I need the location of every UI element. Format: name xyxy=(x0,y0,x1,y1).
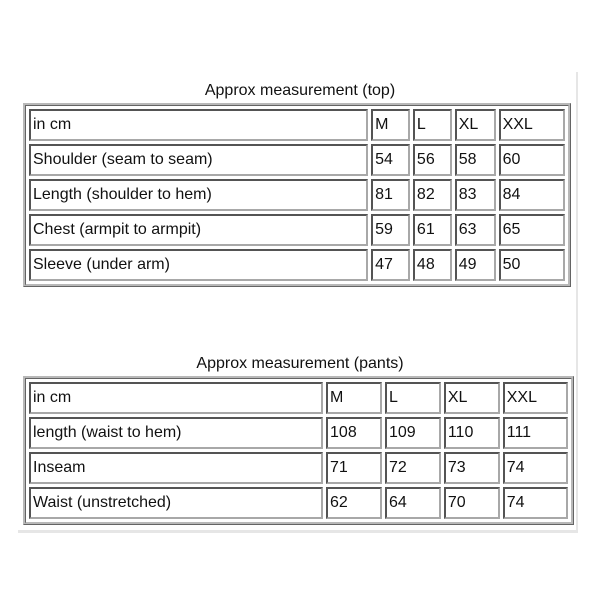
value-cell: 81 xyxy=(371,179,410,211)
header-cell: M xyxy=(371,109,410,141)
top-measurement-table xyxy=(23,103,571,287)
measurement-label: Waist (unstretched) xyxy=(29,487,323,519)
value-cell: 74 xyxy=(503,487,568,519)
value-cell: 65 xyxy=(499,214,565,246)
value-cell: 50 xyxy=(499,249,565,281)
measurement-label: Inseam xyxy=(29,452,323,484)
measurement-label: Length (shoulder to hem) xyxy=(29,179,368,211)
table-row xyxy=(29,144,565,176)
header-cell: XXL xyxy=(499,109,565,141)
value-cell: 58 xyxy=(455,144,496,176)
table-row xyxy=(29,417,568,449)
header-cell: in cm xyxy=(29,382,323,414)
table-row xyxy=(29,179,565,211)
measurement-label: Sleeve (under arm) xyxy=(29,249,368,281)
value-cell: 73 xyxy=(444,452,500,484)
measurement-label: Chest (armpit to armpit) xyxy=(29,214,368,246)
value-cell: 60 xyxy=(499,144,565,176)
value-cell: 48 xyxy=(413,249,452,281)
header-cell: XL xyxy=(444,382,500,414)
header-cell: M xyxy=(326,382,382,414)
header-cell: L xyxy=(413,109,452,141)
header-cell: XL xyxy=(455,109,496,141)
value-cell: 49 xyxy=(455,249,496,281)
table-row xyxy=(29,249,565,281)
value-cell: 47 xyxy=(371,249,410,281)
value-cell: 74 xyxy=(503,452,568,484)
value-cell: 108 xyxy=(326,417,382,449)
value-cell: 70 xyxy=(444,487,500,519)
measurement-label: length (waist to hem) xyxy=(29,417,323,449)
measurement-label: Shoulder (seam to seam) xyxy=(29,144,368,176)
value-cell: 59 xyxy=(371,214,410,246)
table-row xyxy=(29,487,568,519)
table-header-row xyxy=(29,382,568,414)
value-cell: 62 xyxy=(326,487,382,519)
value-cell: 111 xyxy=(503,417,568,449)
pants-measurement-table xyxy=(23,376,574,525)
header-cell: L xyxy=(385,382,441,414)
value-cell: 83 xyxy=(455,179,496,211)
table-row xyxy=(29,452,568,484)
value-cell: 56 xyxy=(413,144,452,176)
header-cell: XXL xyxy=(503,382,568,414)
table-header-row xyxy=(29,109,565,141)
value-cell: 84 xyxy=(499,179,565,211)
pants-table-title: Approx measurement (pants) xyxy=(196,355,404,372)
top-table-title: Approx measurement (top) xyxy=(204,82,396,99)
table-row xyxy=(29,214,565,246)
value-cell: 71 xyxy=(326,452,382,484)
value-cell: 82 xyxy=(413,179,452,211)
header-cell: in cm xyxy=(29,109,368,141)
value-cell: 109 xyxy=(385,417,441,449)
value-cell: 72 xyxy=(385,452,441,484)
value-cell: 110 xyxy=(444,417,500,449)
value-cell: 54 xyxy=(371,144,410,176)
value-cell: 61 xyxy=(413,214,452,246)
value-cell: 63 xyxy=(455,214,496,246)
value-cell: 64 xyxy=(385,487,441,519)
